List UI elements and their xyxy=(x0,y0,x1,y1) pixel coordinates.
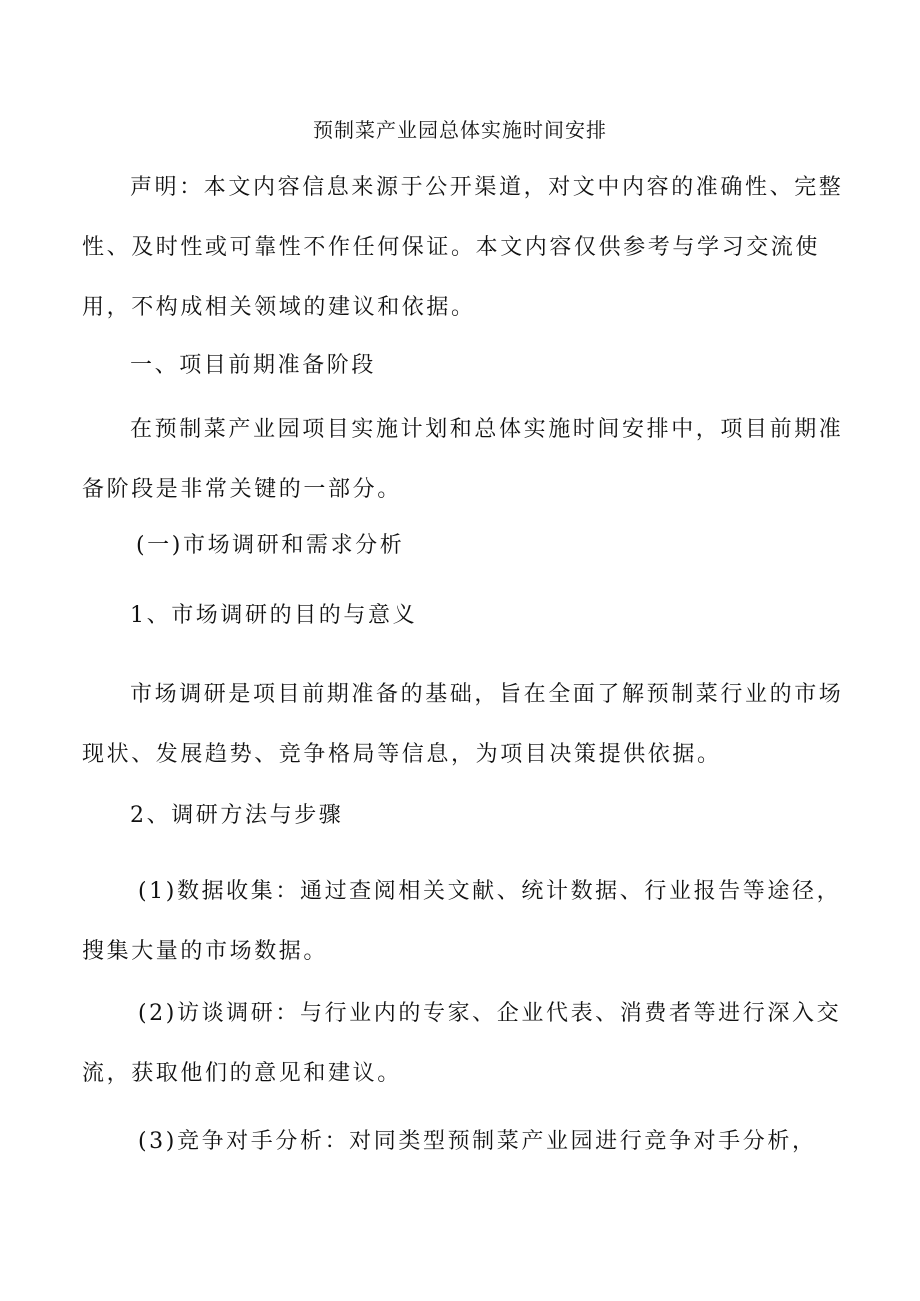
section-heading: 一、项目前期准备阶段 xyxy=(130,353,377,378)
disclaimer-paragraph: 声明：本文内容信息来源于公开渠道，对文中内容的准确性、完整性、及时性或可靠性不作任何保证。本文内容仅供参考与学习交流使用，不构成相关领域的建议和依据。 xyxy=(82,175,844,320)
step-paragraph: (1)数据收集：通过查阅相关文献、统计数据、行业报告等途径，搜集大量的市场数据。 xyxy=(82,879,842,964)
subsection-heading: (一)市场调研和需求分析 xyxy=(136,533,405,558)
step-paragraph: (3)竞争对手分析：对同类型预制菜产业园进行竞争对手分析， xyxy=(138,1129,817,1154)
item-body-paragraph: 市场调研是项目前期准备的基础，旨在全面了解预制菜行业的市场现状、发展趋势、竞争格局等信息，为项目决策提供依据。 xyxy=(82,682,844,767)
document-title: 预制菜产业园总体实施时间安排 xyxy=(313,118,607,142)
section-intro-paragraph: 在预制菜产业园项目实施计划和总体实施时间安排中，项目前期准备阶段是非常关键的一部分。 xyxy=(82,417,844,502)
item-heading: 1、市场调研的目的与意义 xyxy=(130,603,418,628)
step-paragraph: (2)访谈调研：与行业内的专家、企业代表、消费者等进行深入交流，获取他们的意见和建议。 xyxy=(82,1001,842,1086)
item-heading: 2、调研方法与步骤 xyxy=(130,803,344,828)
